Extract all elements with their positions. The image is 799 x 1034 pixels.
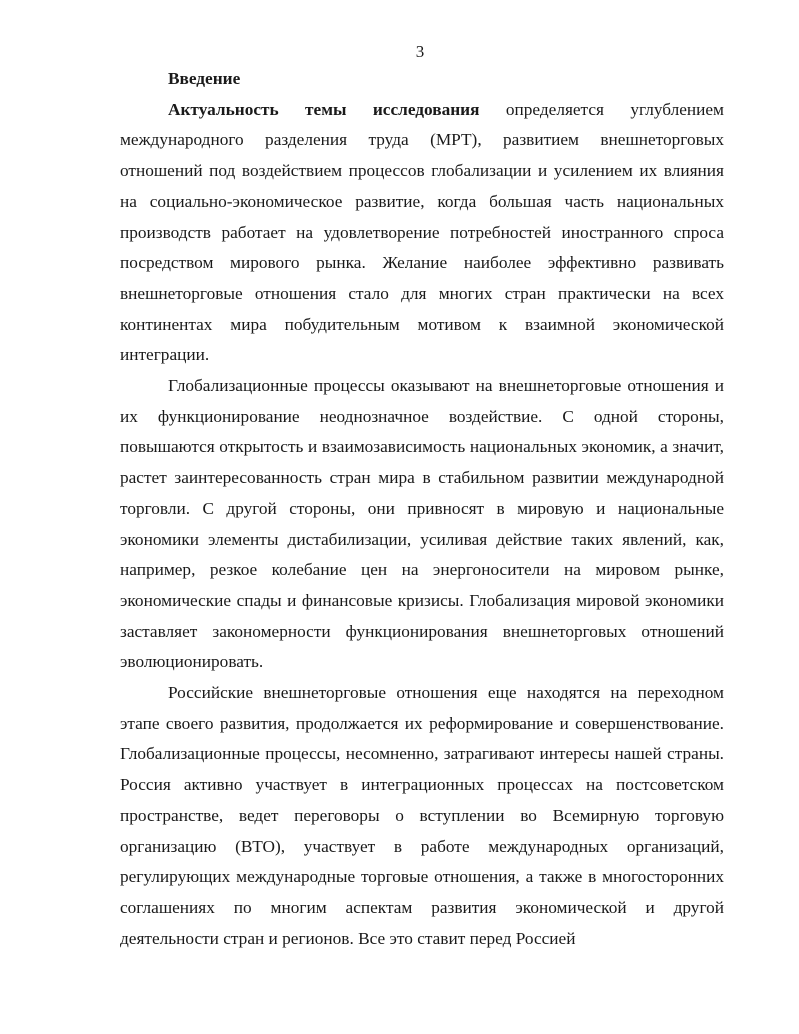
section-heading: Введение bbox=[168, 69, 241, 88]
paragraph-russia: Российские внешнеторговые отношения еще находятся на переходном этапе своего развития, продолжается их реформирование и совершенствование. Глобализационные процессы, несомненно, затрагивают интересы нашей страны. Россия активно участвует в интеграционных процессах на постсоветском пространстве, ведет переговоры о вступлении во Всемирную торговую организацию (ВТО), участвует в работе международных организаций, регулирующих международные торговые отношения, а также в многосторонних соглашениях по многим аспектам развития экономической и другой деятельности стран и регионов. Все это ставит перед Россией bbox=[120, 683, 724, 948]
paragraph-lead-term: Актуальность темы исследования bbox=[168, 99, 480, 119]
paragraph-relevance bbox=[120, 95, 724, 371]
page-number: 3 bbox=[415, 42, 425, 61]
paragraph-text: определяется углублением международного разделения труда (МРТ), развитием внешнеторговых отношений под воздействием процессов глобализации и усилением их влияния на социально-экономическое развитие, когда большая часть национальных производств работает на удовлетворение потребностей иностранного спроса посредством мирового рынка. Желание наиболее эффективно развивать внешнеторговые отношения стало для многих стран практически на всех континентах мира побудительным мотивом к взаимной экономической интеграции. bbox=[120, 99, 724, 365]
paragraph-globalization: Глобализационные процессы оказывают на внешнеторговые отношения и их функционирование неоднозначное воздействие. С одной стороны, повышаются открытость и взаимозависимость национальных экономик, а значит, растет заинтересованность стран мира в стабильном развитии международной торговли. С другой стороны, они привносят в мировую и национальные экономики элементы дистабилизации, усиливая действие таких явлений, как, например, резкое колебание цен на энергоносители на мировом рынке, экономические спады и финансовые кризисы. Глобализация мировой экономики заставляет закономерности функционирования внешнеторговых отношений эволюционировать. bbox=[120, 376, 724, 672]
document-body bbox=[120, 64, 724, 954]
